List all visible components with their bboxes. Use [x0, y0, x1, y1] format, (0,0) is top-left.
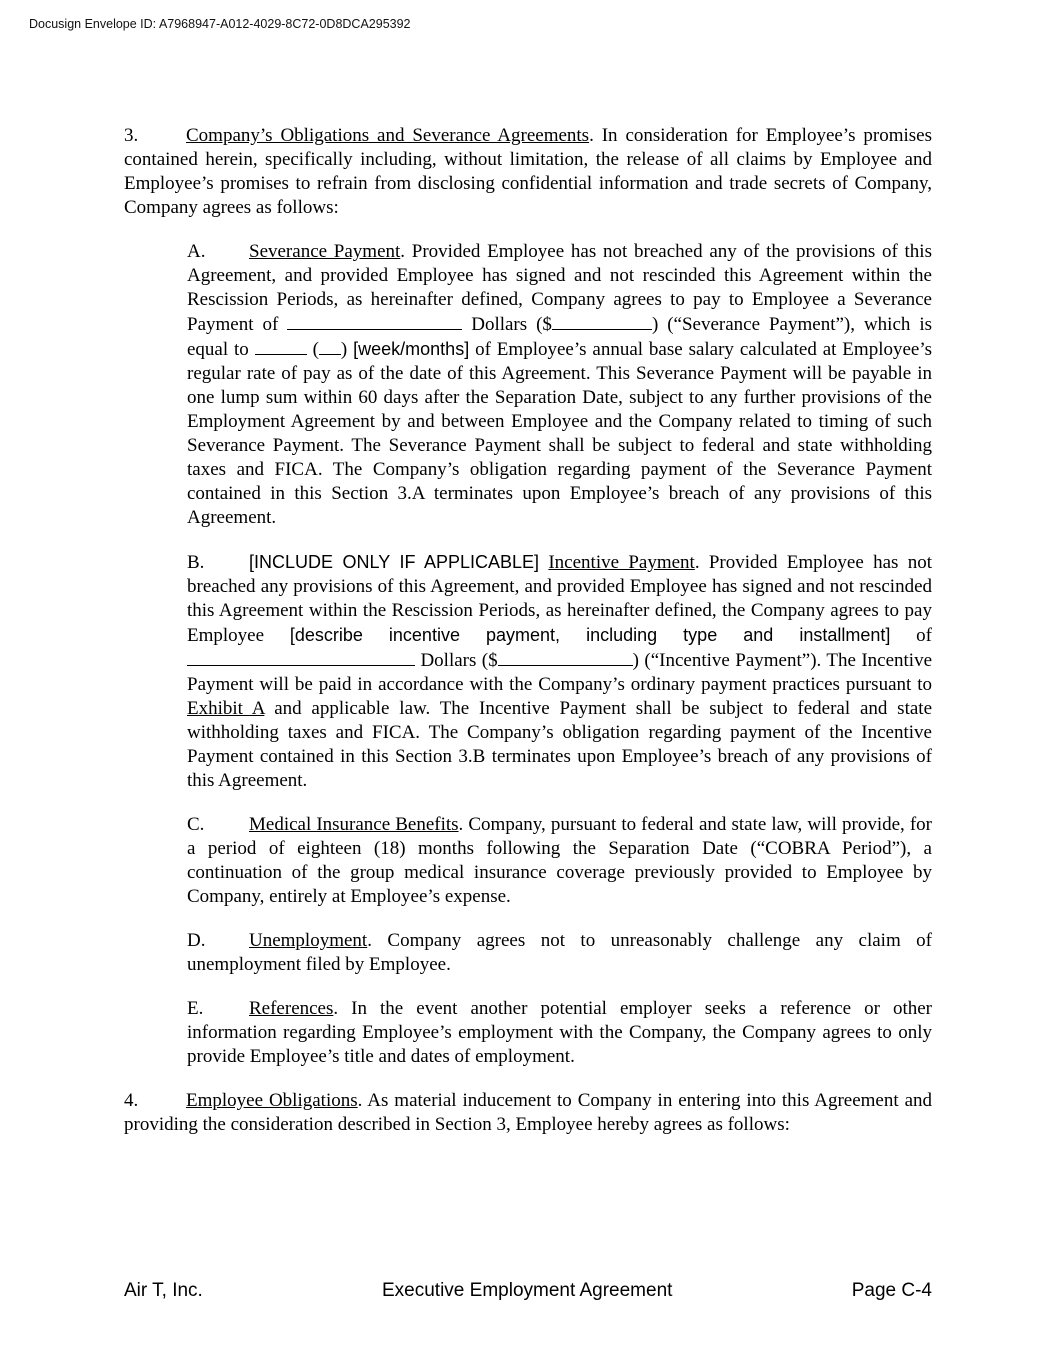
section-3b-text3: Dollars ($: [420, 650, 498, 671]
section-3b-text1: . Provided Employee has not breached any provisions of this Agreement, and provided Employee has signed and not rescinded this Agreement within the Rescission Periods, as hereinafter defined, the Company agrees to pay Employee: [187, 552, 932, 646]
section-3c: [187, 813, 932, 909]
section-3b-text4: ) (“Incentive Payment”). The Incentive Payment will be paid in accordance with the Company’s ordinary payment practices pursuant to: [187, 650, 933, 695]
section-3a-heading: Severance Payment: [249, 241, 401, 262]
section-3c-heading: Medical Insurance Benefits: [249, 814, 459, 835]
incentive-dollar-blank: [498, 648, 633, 666]
document-body: [124, 124, 932, 1137]
section-3a-text5: ): [340, 339, 348, 360]
section-3: [124, 124, 932, 220]
section-3e-label: E.: [187, 998, 204, 1019]
section-3e-text: . In the event another potential employer seeks a reference or other information regarding Employee’s employment with the Company, the Company agrees to only provide Employee’s title and dates of employment.: [187, 998, 932, 1067]
page-footer: [124, 1280, 932, 1308]
section-3a-text3: ) (“Severance Payment”), which is equal to: [187, 314, 933, 360]
incentive-amount-blank: [187, 648, 415, 666]
section-3b-bracket2: [describe incentive payment, including type and installment]: [289, 625, 891, 645]
section-3b-heading: Incentive Payment: [548, 552, 695, 573]
section-3-heading: Company’s Obligations and Severance Agreements: [186, 125, 590, 146]
section-3a-label: A.: [187, 241, 206, 262]
severance-dollar-blank: [552, 312, 652, 330]
section-3a-text1: . Provided Employee has not breached any of the provisions of this Agreement, and provided Employee has signed and not rescinded this Agreement within the Rescission Periods, as hereinafter defined, Company agrees to pay to Employee a Severance Payment of: [187, 241, 932, 335]
footer-title: Executive Employment Agreement: [382, 1280, 673, 1301]
section-3e: [187, 997, 932, 1069]
section-3b-bracket: [INCLUDE ONLY IF APPLICABLE]: [249, 552, 540, 572]
section-3b: [187, 550, 932, 793]
section-4-text: . As material inducement to Company in entering into this Agreement and providing the consideration described in Section 3, Employee hereby agrees as follows:: [124, 1090, 932, 1135]
footer-company: Air T, Inc.: [124, 1280, 203, 1301]
section-3c-text: . Company, pursuant to federal and state law, will provide, for a period of eighteen (18) months following the Separation Date (“COBRA Period”), a continuation of the group medical insurance coverage previously provided to Employee by Company, entirely at Employee’s expense.: [187, 814, 932, 907]
section-3-number: 3.: [124, 125, 139, 146]
section-3-text: . In consideration for Employee’s promises contained herein, specifically including, without limitation, the release of all claims by Employee and Employee’s promises to refrain from disclosing confidential information and trade secrets of Company, Company agrees as follows:: [124, 125, 932, 218]
footer-page-number: Page C-4: [851, 1280, 932, 1301]
severance-number-blank: [319, 337, 341, 355]
section-3b-text5: and applicable law. The Incentive Payment shall be subject to federal and state withholding taxes and FICA. The Company’s obligation regarding payment of the Incentive Payment contained in this Section 3.B terminates upon Employee’s breach of any provisions of this Agreement.: [187, 698, 932, 791]
section-3a: [187, 240, 932, 530]
section-3a-text6: of Employee’s annual base salary calculated at Employee’s regular rate of pay as of the date of this Agreement. This Severance Payment will be payable in one lump sum within 60 days after the Separation Date, subject to any further provisions of the Employment Agreement by and between Employee and the Company related to timing of such Severance Payment. The Severance Payment shall be subject to federal and state withholding taxes and FICA. The Company’s obligation regarding payment of the Severance Payment contained in this Section 3.A terminates upon Employee’s breach of any provisions of this Agreement.: [187, 339, 933, 528]
section-3e-heading: References: [249, 998, 334, 1019]
severance-amount-blank: [287, 312, 462, 330]
section-3d-label: D.: [187, 930, 206, 951]
section-3b-text2: of: [916, 625, 932, 646]
section-4-number: 4.: [124, 1090, 139, 1111]
section-3b-label: B.: [187, 552, 205, 573]
envelope-id: Docusign Envelope ID: A7968947-A012-4029-8C72-0D8DCA295392: [29, 17, 411, 31]
severance-count-blank: [255, 337, 307, 355]
section-3d-heading: Unemployment: [249, 930, 368, 951]
section-3d: [187, 929, 932, 977]
section-3a-text2: Dollars ($: [471, 314, 552, 335]
section-3a-bracket: [week/months]: [353, 339, 470, 359]
section-4-heading: Employee Obligations: [186, 1090, 358, 1111]
section-3d-text: . Company agrees not to unreasonably challenge any claim of unemployment filed by Employee.: [187, 930, 932, 975]
section-3a-text4: (: [312, 339, 319, 360]
exhibit-a-link: Exhibit A: [187, 698, 265, 719]
section-3c-label: C.: [187, 814, 205, 835]
section-4: [124, 1089, 932, 1137]
